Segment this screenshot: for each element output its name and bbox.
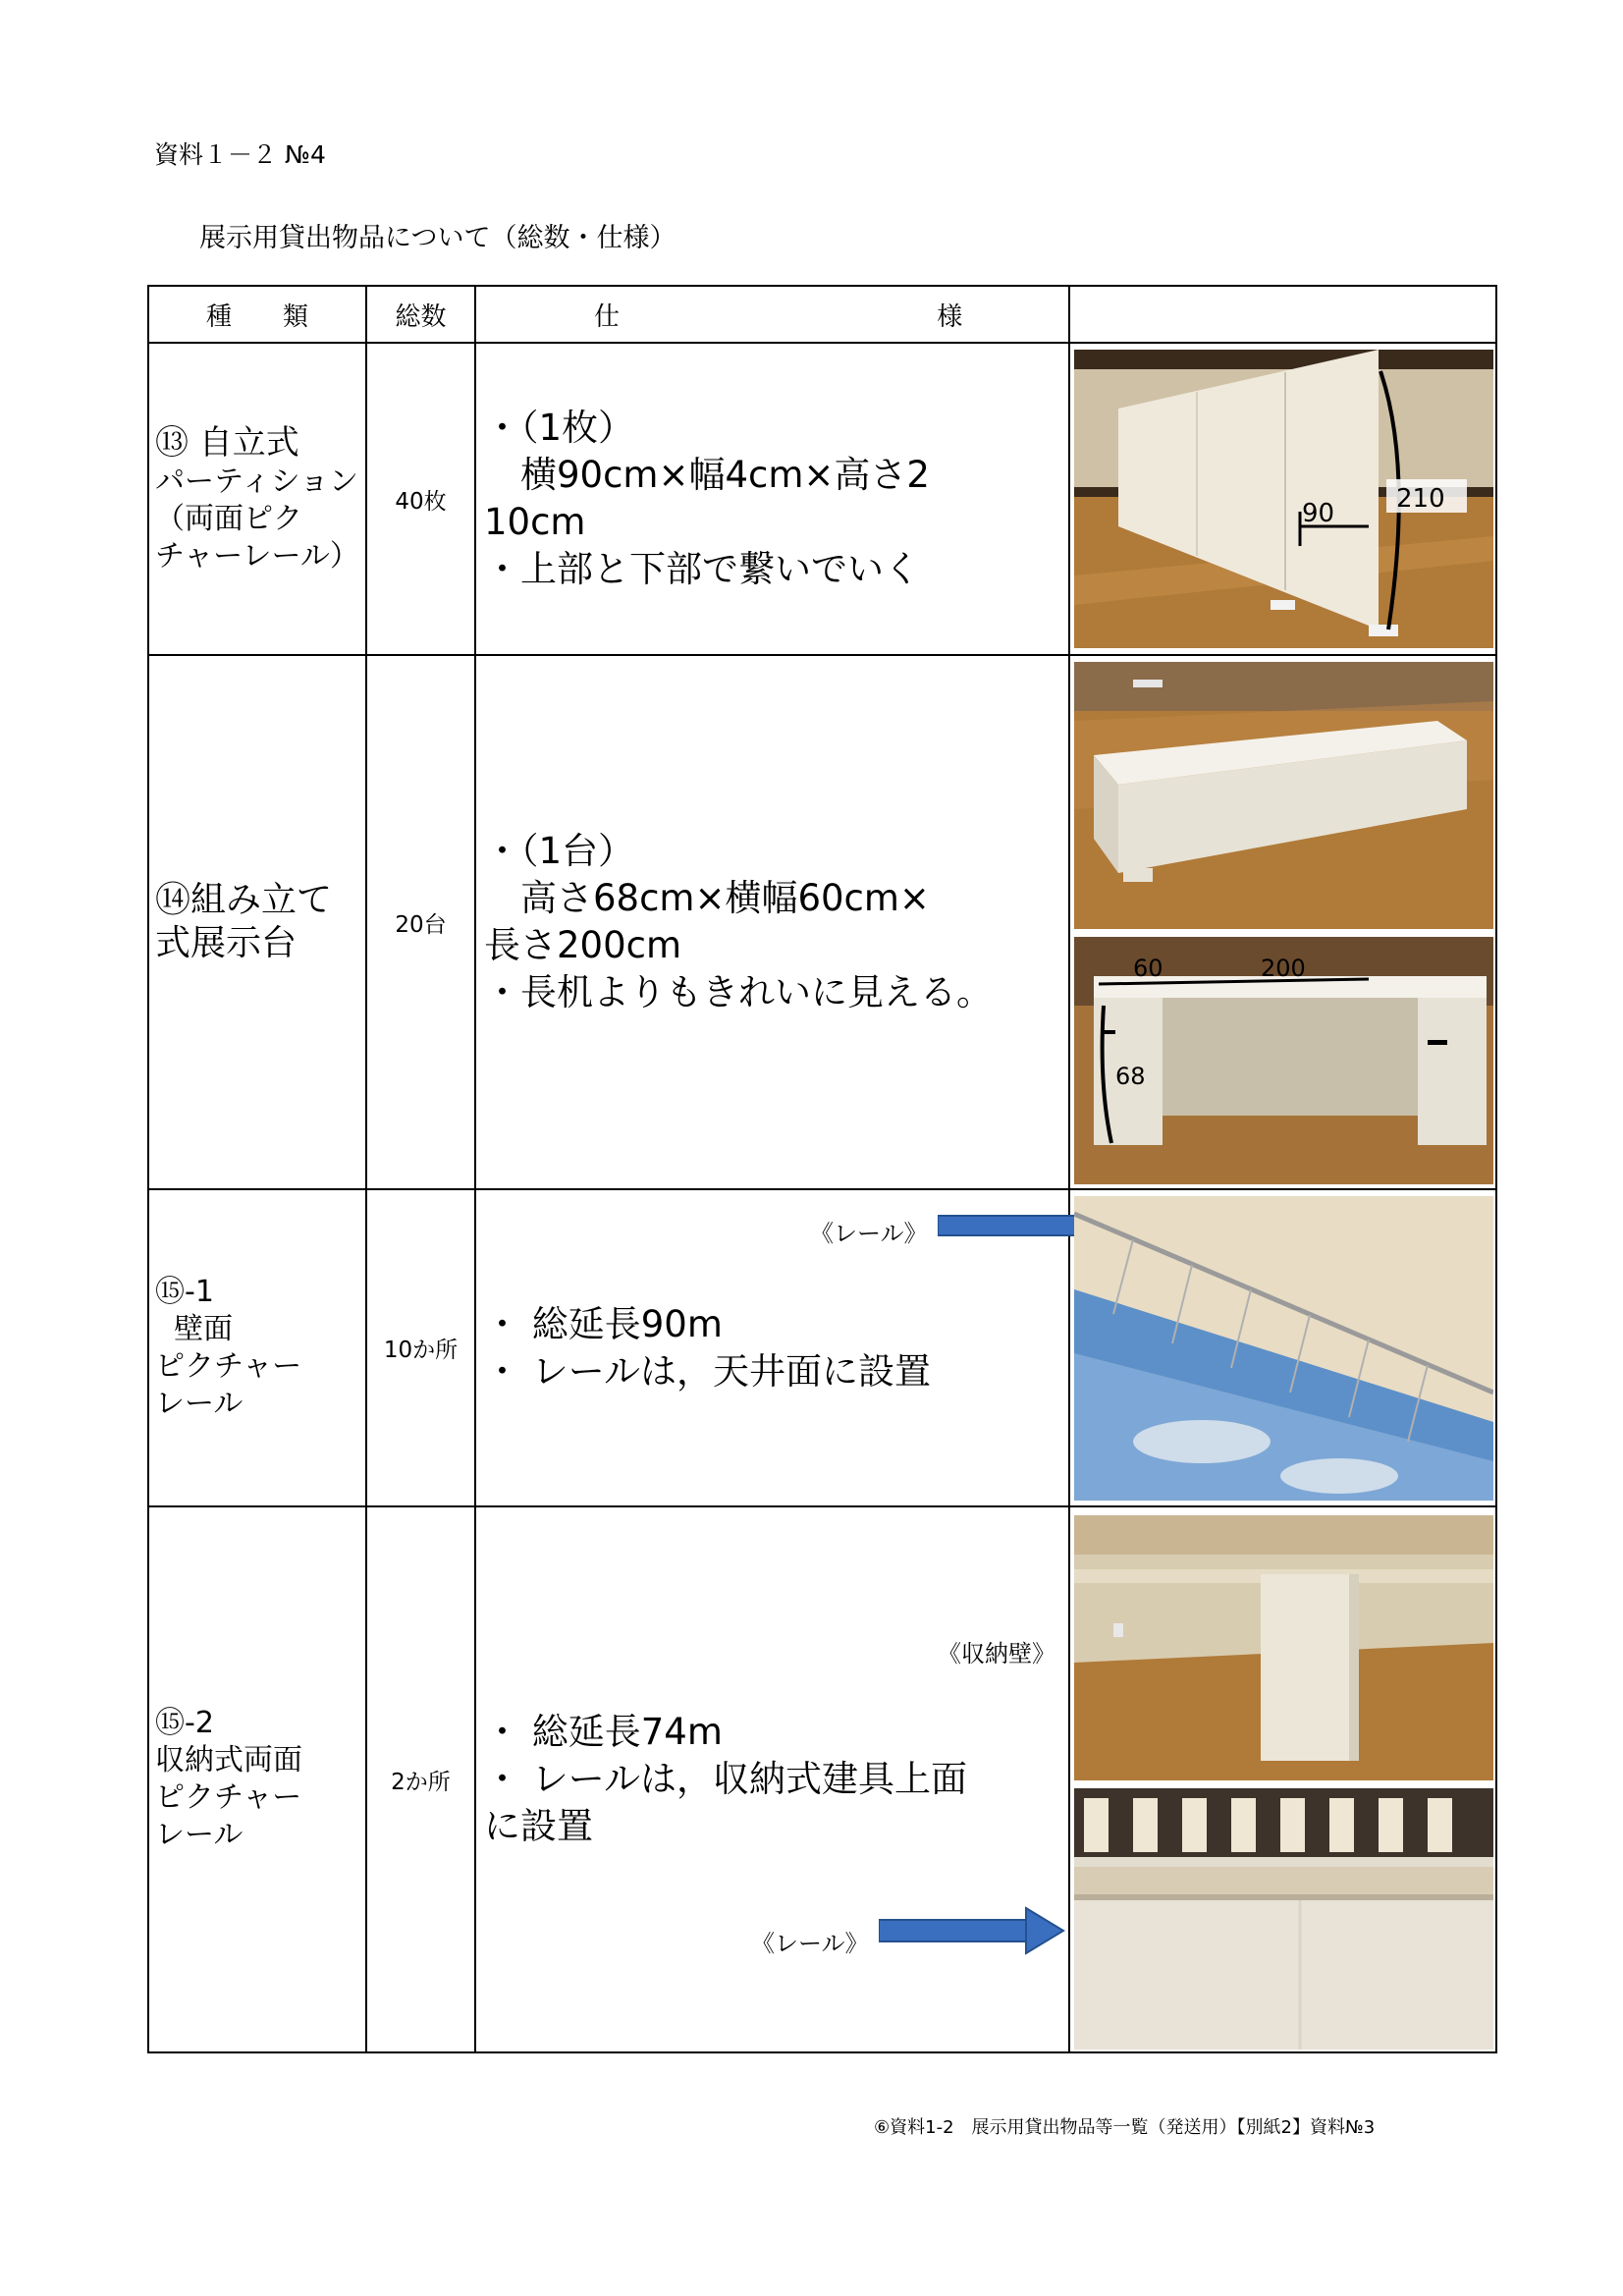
- type-cell: [148, 343, 366, 655]
- spec-line: 10cm: [484, 501, 586, 543]
- table-row: [148, 655, 1496, 1189]
- type-line: レール: [155, 1386, 243, 1421]
- arrow-right-icon: [879, 1906, 1065, 1955]
- type-line: 収納式両面: [155, 1743, 302, 1777]
- type-line: ⑮-1: [155, 1274, 214, 1309]
- rail-tag: 《レール》: [810, 1220, 928, 1247]
- document-id: 資料１－２ №4: [154, 140, 326, 169]
- spec-cell: [475, 343, 1069, 655]
- total-cell: 20台: [366, 655, 475, 1189]
- type-cell: [148, 655, 366, 1189]
- spec-line: ・ レールは，天井面に設置: [484, 1349, 932, 1393]
- header-spec-right: 様: [937, 301, 963, 332]
- partition-photo: [1074, 350, 1493, 648]
- type-line: パーティション: [155, 465, 358, 499]
- photo-cell: [1069, 1506, 1496, 2052]
- table-row: [148, 343, 1496, 655]
- header-photo: [1069, 286, 1496, 343]
- spec-cell: [475, 1189, 1069, 1506]
- type-cell: [148, 1189, 366, 1506]
- storage-wall-tag: 《収納壁》: [938, 1640, 1055, 1667]
- dimension-label: 200: [1261, 955, 1306, 982]
- spec-cell: [475, 1506, 1069, 2052]
- dimension-label: 210: [1396, 484, 1445, 514]
- spec-line: ・長机よりもきれいに見える。: [484, 971, 993, 1013]
- wall-rail-photo: [1074, 1196, 1493, 1501]
- spec-line: 長さ200cm: [484, 924, 682, 966]
- spec-line: 高さ68cm×横幅60cm×: [484, 877, 930, 919]
- photo-cell: [1069, 343, 1496, 655]
- display-stand-photo: [1074, 662, 1493, 929]
- table-header-row: [148, 286, 1496, 343]
- total-cell: 2か所: [366, 1506, 475, 2052]
- header-total: 総数: [366, 286, 475, 343]
- spec-line: ・（1台）: [484, 830, 635, 872]
- total-cell: 10か所: [366, 1189, 475, 1506]
- spec-cell: [475, 655, 1069, 1189]
- storage-rail-photo: [1074, 1788, 1493, 2050]
- type-line: ピクチャー: [155, 1780, 302, 1815]
- header-spec: [475, 286, 1069, 343]
- type-line: チャーレール）: [155, 539, 359, 574]
- dimension-label: 60: [1133, 955, 1163, 982]
- type-line: 壁面: [155, 1311, 234, 1346]
- type-line: ⑭組み立て: [155, 880, 333, 920]
- dimension-label: 68: [1115, 1063, 1146, 1090]
- table-row: [148, 1506, 1496, 2052]
- spec-line: ・ 総延長90m: [484, 1302, 723, 1345]
- rail-tag: 《レール》: [751, 1930, 869, 1957]
- spec-line: ・ 総延長74m: [484, 1711, 723, 1753]
- document-title: 展示用貸出物品について（総数・仕様）: [199, 223, 676, 253]
- page-footer: ⑥資料1-2 展示用貸出物品等一覧（発送用）【別紙2】資料№3: [874, 2117, 1376, 2138]
- spec-line: に設置: [484, 1805, 593, 1847]
- type-line: （両面ピク: [155, 502, 302, 536]
- type-line: レール: [155, 1818, 243, 1852]
- spec-line: 横90cm×幅4cm×高さ2: [484, 454, 930, 496]
- spec-table: [147, 285, 1497, 2053]
- table-row: [148, 1189, 1496, 1506]
- display-stand-photo-front: [1074, 937, 1493, 1184]
- header-spec-left: 仕: [594, 301, 621, 332]
- spec-line: ・（1枚）: [484, 407, 635, 449]
- storage-wall-photo: [1074, 1515, 1493, 1780]
- spec-line: ・ レールは，収納式建具上面: [484, 1758, 968, 1800]
- type-line: ⑮-2: [155, 1706, 214, 1740]
- type-cell: [148, 1506, 366, 2052]
- dimension-label: 90: [1302, 499, 1335, 528]
- photo-cell: [1069, 1189, 1496, 1506]
- type-line: 式展示台: [155, 923, 298, 963]
- spec-line: ・上部と下部で繋いでいく: [484, 548, 920, 590]
- type-line: ピクチャー: [155, 1348, 302, 1384]
- type-line: ⑬ 自立式: [155, 423, 299, 463]
- photo-cell: [1069, 655, 1496, 1189]
- header-type: 種 類: [148, 286, 366, 343]
- total-cell: 40枚: [366, 343, 475, 655]
